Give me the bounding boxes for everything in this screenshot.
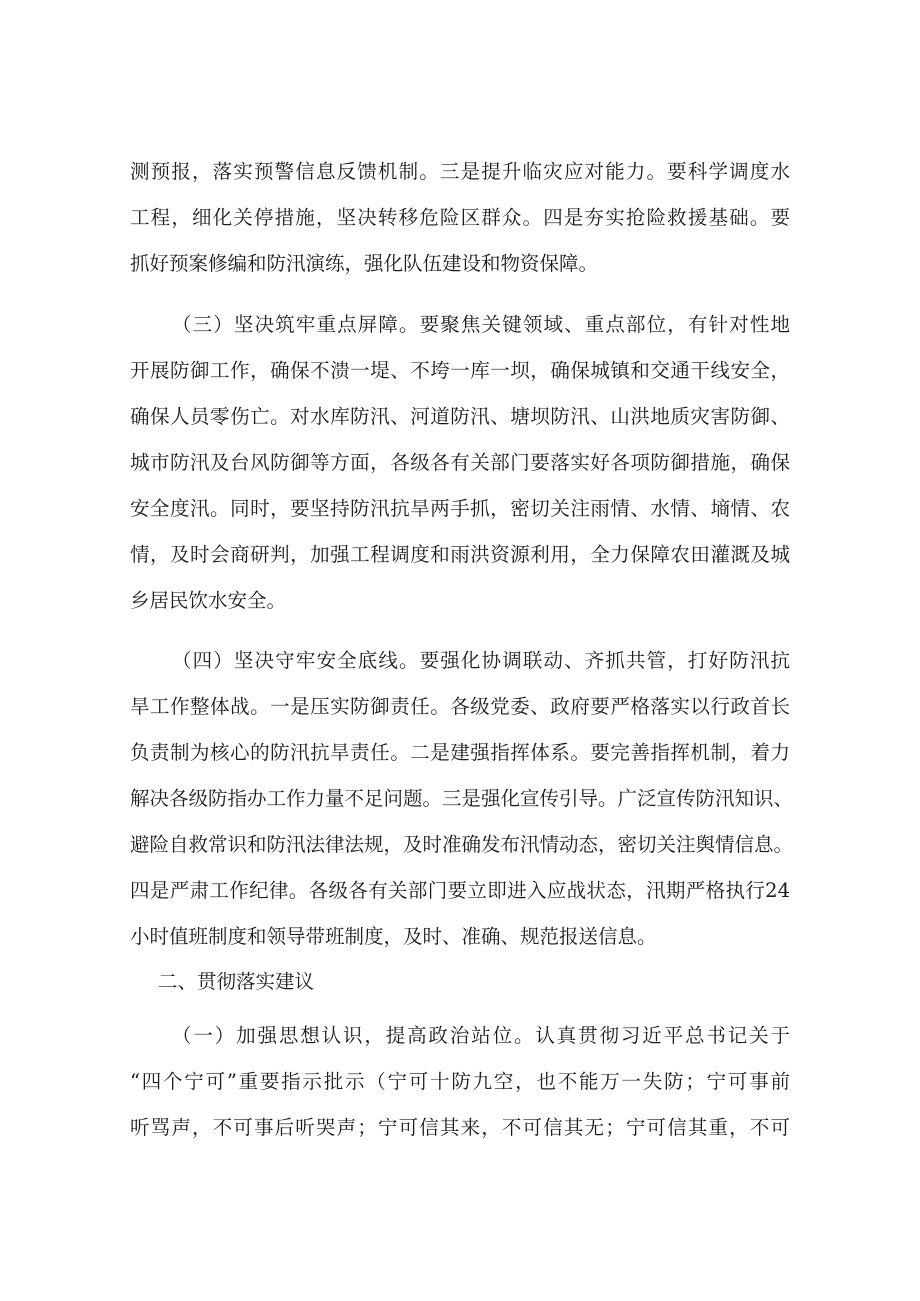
paragraph-line: 小时值班制度和领导带班制度，及时、准确、规范报送信息。 xyxy=(130,925,657,948)
paragraph-line: 开展防御工作，确保不溃一堤、不垮一库一坝，确保城镇和交通干线安全， xyxy=(130,359,790,382)
paragraph-line: 旱工作整体战。一是压实防御责任。各级党委、政府要严格落实以行政首长 xyxy=(130,695,790,718)
paragraph-line: 测预报，落实预警信息反馈机制。三是提升临灾应对能力。要科学调度水 xyxy=(130,160,790,183)
paragraph-line: 确保人员零伤亡。对水库防汛、河道防汛、塘坝防汛、山洪地质灾害防御、 xyxy=(130,405,790,428)
section-heading-line: （四）坚决守牢安全底线。要强化协调联动、齐抓共管，打好防汛抗 xyxy=(172,649,790,672)
paragraph-line: 四是严肃工作纪律。各级各有关部门要立即进入应战状态，汛期严格执行24 xyxy=(130,879,790,902)
paragraph-line: “四个宁可”重要指示批示（宁可十防九空，也不能万一失防；宁可事前 xyxy=(130,1070,790,1093)
paragraph-line: 解决各级防指办工作力量不足问题。三是强化宣传引导。广泛宣传防汛知识、 xyxy=(130,787,794,810)
paragraph-line: 负责制为核心的防汛抗旱责任。二是建强指挥体系。要完善指挥机制，着力 xyxy=(130,741,790,764)
paragraph-line: 听骂声，不可事后听哭声；宁可信其来，不可信其无；宁可信其重，不可 xyxy=(130,1116,790,1139)
paragraph-line: 乡居民饮水安全。 xyxy=(130,589,287,612)
paragraph-line: 避险自救常识和防汛法律法规，及时准确发布汛情动态，密切关注舆情信息。 xyxy=(130,833,794,856)
paragraph-line: 工程，细化关停措施，坚决转移危险区群众。四是夯实抢险救援基础。要 xyxy=(130,206,790,229)
section-heading-line: （三）坚决筑牢重点屏障。要聚焦关键领域、重点部位，有针对性地 xyxy=(172,313,790,336)
chapter-heading: 二、贯彻落实建议 xyxy=(158,970,315,993)
paragraph-line: 安全度汛。同时，要坚持防汛抗旱两手抓，密切关注雨情、水情、墒情、农 xyxy=(130,497,790,520)
paragraph-line: 抓好预案修编和防汛演练，强化队伍建设和物资保障。 xyxy=(130,252,599,275)
paragraph-line: 情，及时会商研判，加强工程调度和雨洪资源利用，全力保障农田灌溉及城 xyxy=(130,543,790,566)
section-heading-line: （一）加强思想认识，提高政治站位。认真贯彻习近平总书记关于 xyxy=(172,1024,790,1047)
paragraph-line: 城市防汛及台风防御等方面，各级各有关部门要落实好各项防御措施，确保 xyxy=(130,451,790,474)
